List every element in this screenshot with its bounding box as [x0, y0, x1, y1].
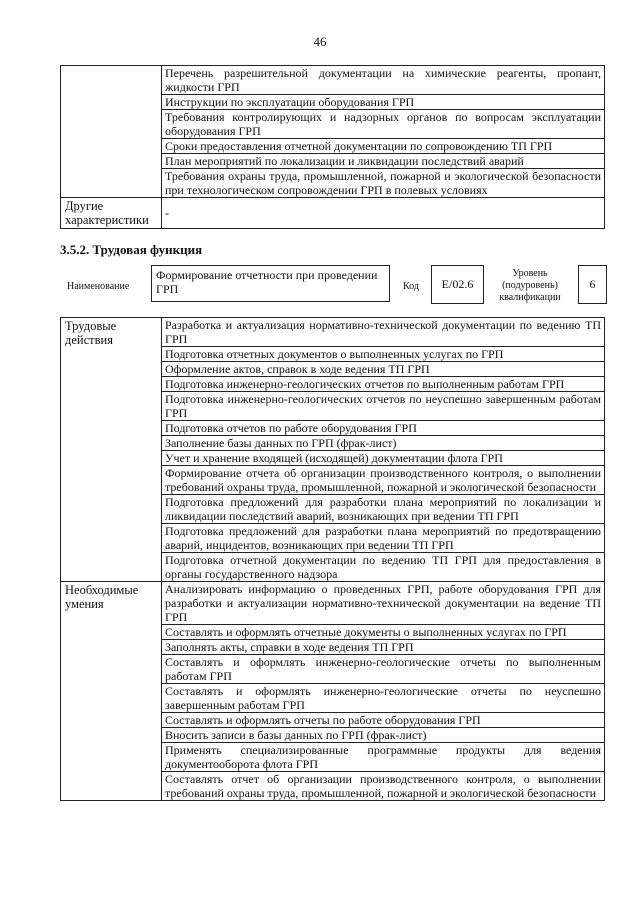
name-value: Формирование отчетности при проведении ГРП	[151, 265, 390, 302]
table-cell: Требования охраны труда, промышленной, пожарной и экологической безопасности при технологическом сопровождении ГРП в полевых условиях	[162, 169, 605, 198]
other-characteristics-value: -	[162, 198, 605, 229]
table-cell: Анализировать информацию о проведенных ГРП, работе оборудования ГРП для разработки и актуализации нормативно-технической документации на ведение ТП ГРП	[162, 582, 605, 625]
table-cell: Заполнять акты, справки в ходе ведения ТП ГРП	[162, 640, 605, 655]
table-cell: Подготовка предложений для разработки плана мероприятий по локализации и ликвидации последствий аварий, возникающих при ведении ТП ГРП	[162, 495, 605, 524]
table-cell: Вносить записи в базы данных по ГРП (фрак-лист)	[162, 728, 605, 743]
table-cell: Составлять и оформлять инженерно-геологические отчеты по выполненным работам ГРП	[162, 655, 605, 684]
table-cell: Подготовка отчетов по работе оборудования ГРП	[162, 421, 605, 436]
table-row	[61, 318, 605, 347]
labor-actions-label: Трудовые действия	[61, 318, 162, 582]
function-table	[60, 317, 605, 801]
level-label: Уровень (подуровень) квалификации	[499, 268, 561, 303]
required-skills-label: Необходимые умения	[61, 582, 162, 801]
table-cell: Составлять отчет об организации производственного контроля, о выполнении требований охраны труда, промышленной, пожарной и экологической безопасности	[162, 772, 605, 801]
table-cell: Учет и хранение входящей (исходящей) документации флота ГРП	[162, 451, 605, 466]
knowledge-table	[60, 65, 605, 229]
table-cell: Разработка и актуализация нормативно-технической документации по ведению ТП ГРП	[162, 318, 605, 347]
table-cell: Перечень разрешительной документации на химические реагенты, пропант, жидкости ГРП	[162, 66, 605, 95]
table-cell: Составлять и оформлять отчетные документы о выполненных услугах по ГРП	[162, 625, 605, 640]
table-row	[61, 198, 605, 229]
table-cell: Инструкции по эксплуатации оборудования ГРП	[162, 95, 605, 110]
table-cell: Подготовка отчетной документации по ведению ТП ГРП для предоставления в органы государственного надзора	[162, 553, 605, 582]
table-row	[61, 66, 605, 95]
table-cell: Заполнение базы данных по ГРП (фрак-лист)	[162, 436, 605, 451]
table-cell: Подготовка отчетных документов о выполненных услугах по ГРП	[162, 347, 605, 362]
label-cell-empty	[61, 66, 162, 198]
table-cell: Подготовка инженерно-геологических отчетов по неуспешно завершенным работам ГРП	[162, 392, 605, 421]
section-title: 3.5.2. Трудовая функция	[60, 242, 203, 257]
code-value: E/02.6	[431, 265, 484, 304]
table-cell: Подготовка инженерно-геологических отчетов по выполненным работам ГРП	[162, 377, 605, 392]
table-cell: Сроки предоставления отчетной документации по сопровождению ТП ГРП	[162, 139, 605, 154]
table-row	[61, 582, 605, 625]
table-cell: Формирование отчета об организации производственного контроля, о выполнении требований охраны труда, промышленной, пожарной и экологической безопасности	[162, 466, 605, 495]
table-cell: Применять специализированные программные продукты для ведения документооборота флота ГРП	[162, 743, 605, 772]
table-cell: Составлять и оформлять инженерно-геологические отчеты по неуспешно завершенным работам ГРП	[162, 684, 605, 713]
table-cell: Требования контролирующих и надзорных органов по вопросам эксплуатации оборудования ГРП	[162, 110, 605, 139]
table-cell: Оформление актов, справок в ходе ведения ТП ГРП	[162, 362, 605, 377]
table-cell: Составлять и оформлять отчеты по работе оборудования ГРП	[162, 713, 605, 728]
name-label: Наименование	[67, 281, 130, 292]
table-cell: План мероприятий по локализации и ликвидации последствий аварий	[162, 154, 605, 169]
other-characteristics-label: Другие характеристики	[61, 198, 162, 229]
level-value: 6	[578, 265, 607, 304]
page-number: 46	[313, 34, 327, 49]
table-cell: Подготовка предложений для разработки плана мероприятий по предотвращению аварий, инцидентов, возникающих при ведении ТП ГРП	[162, 524, 605, 553]
code-label: Код	[403, 281, 419, 292]
